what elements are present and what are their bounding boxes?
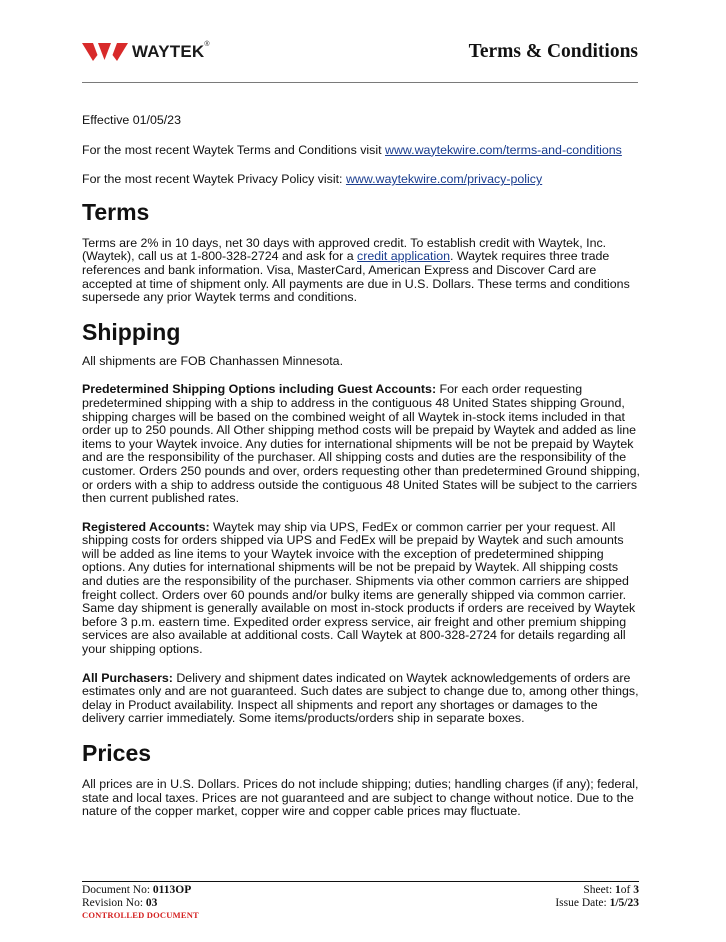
registered-title: Registered Accounts: [82,519,210,534]
sheet-total: 3 [633,884,639,896]
waytek-logo [82,42,210,62]
sheet-number [555,884,639,897]
document-body [82,114,640,819]
sheet-of: of [620,884,634,896]
terms-paragraph [82,237,640,305]
privacy-link[interactable]: www.waytekwire.com/privacy-policy [345,172,543,187]
revision-number [82,897,199,910]
privacy-visit-text: For the most recent Waytek Privacy Policy visit: [82,172,346,187]
prices-heading: Prices [82,740,152,766]
page-title: Terms & Conditions [468,41,638,62]
predetermined-shipping-paragraph [82,383,640,505]
terms-text-after: . Waytek requires three trade references and bank information. Visa, MasterCard, American Express and Discover Card are accepted at time of shipment only. All payments are due in U.S. Dollars. These terms and conditions supersede any prior Waytek terms and conditions. [82,249,630,305]
issue-date [555,897,639,910]
fob-statement: All shipments are FOB Chanhassen Minnesota. [82,353,344,368]
footer-right [555,884,639,910]
controlled-document-label: CONTROLLED DOCUMENT [82,910,199,920]
all-purchasers-paragraph [82,672,640,726]
terms-text-before: Terms are 2% in 10 days, net 30 days with approved credit. To establish credit with Waytek, Inc. (Waytek), call us at 1-800-328-2724 and ask for a [82,235,607,264]
footer-divider [82,881,639,882]
document-number [82,884,199,897]
predetermined-body: For each order requesting predetermined shipping with a ship to address in the contiguous 48 United States shipping Ground, shipping charges will be based on the combined weight of all Waytek in-stock items included in that order up to 250 pounds. All Other shipping method costs will be prepaid by Waytek and added as line items to your Waytek invoice. Any duties for international shipments will be not be prepaid by Waytek and are the responsibility of the purchaser. All shipping costs and duties are the responsibility of the customer. Orders 250 pounds and over, orders requesting other than predetermined Ground shipping, or orders with a ship to address outside the contiguous 48 United States will be subject to the carriers then current published rates. [82,382,640,506]
effective-date: Effective 01/05/23 [82,113,181,127]
terms-visit-text: For the most recent Waytek Terms and Conditions visit [82,142,385,157]
sheet-current: 1 [615,884,621,896]
sheet-label: Sheet: [583,884,616,896]
prices-paragraph: All prices are in U.S. Dollars. Prices do not include shipping; duties; handling charges (if any); federal, state and local taxes. Prices are not guaranteed and are subject to change without notice. Due to the nature of the copper market, copper wire and copper cable prices may fluctuate. [82,777,639,819]
registered-accounts-paragraph [82,521,640,657]
predetermined-title: Predetermined Shipping Options including Guest Accounts: [82,382,437,397]
shipping-heading: Shipping [82,318,181,345]
page-header [82,38,638,82]
rev-label: Revision No: [82,897,146,909]
footer-left [82,884,199,920]
logo-text: WAYTEK [132,42,205,61]
terms-link[interactable]: www.waytekwire.com/terms-and-conditions [385,142,622,157]
logo-wordmark [132,42,210,62]
credit-application-link[interactable]: credit application [357,249,451,264]
purchasers-body: Delivery and shipment dates indicated on Waytek acknowledgements of orders are estimates only and are not guaranteed. Such dates are subject to change due to, among other things, delay in Product availability. Inspect all shipments and report any shortages or damages to the delivery carrier immediately. Some items/products/orders ship in separate boxes. [82,670,639,726]
terms-heading: Terms [82,198,150,225]
header-divider [82,82,638,83]
issue-date-value: 1/5/23 [609,897,639,909]
registered-mark: ® [204,41,210,48]
waytek-chevron-icon [82,42,128,62]
terms-visit-line [82,144,640,158]
issue-label: Issue Date: [555,897,610,909]
doc-no-value: 0113OP [152,884,192,896]
privacy-visit-line [82,173,640,187]
rev-value: 03 [145,897,158,909]
registered-body: Waytek may ship via UPS, FedEx or common carrier per your request. All shipping costs for orders shipped via UPS and FedEx will be prepaid by Waytek and such amounts will be added as line items to your Waytek invoice with the exception of predetermined shipping options. Any duties for international shipments will be not be prepaid by Waytek. All shipping costs and duties are the responsibility of the purchaser. Shipments via other common carriers are shipped freight collect. Orders over 60 pounds and/or bulky items are generally shipped via common carrier. Same day shipment is generally available on most in-stock products if orders are received by Waytek before 3 p.m. eastern time. Expedited order express service, air freight and other premium shipping services are also available at additional costs. Call Waytek at 800-328-2724 for details regarding all your shipping options. [82,519,636,657]
doc-no-label: Document No: [82,884,153,896]
purchasers-title: All Purchasers: [82,670,173,685]
